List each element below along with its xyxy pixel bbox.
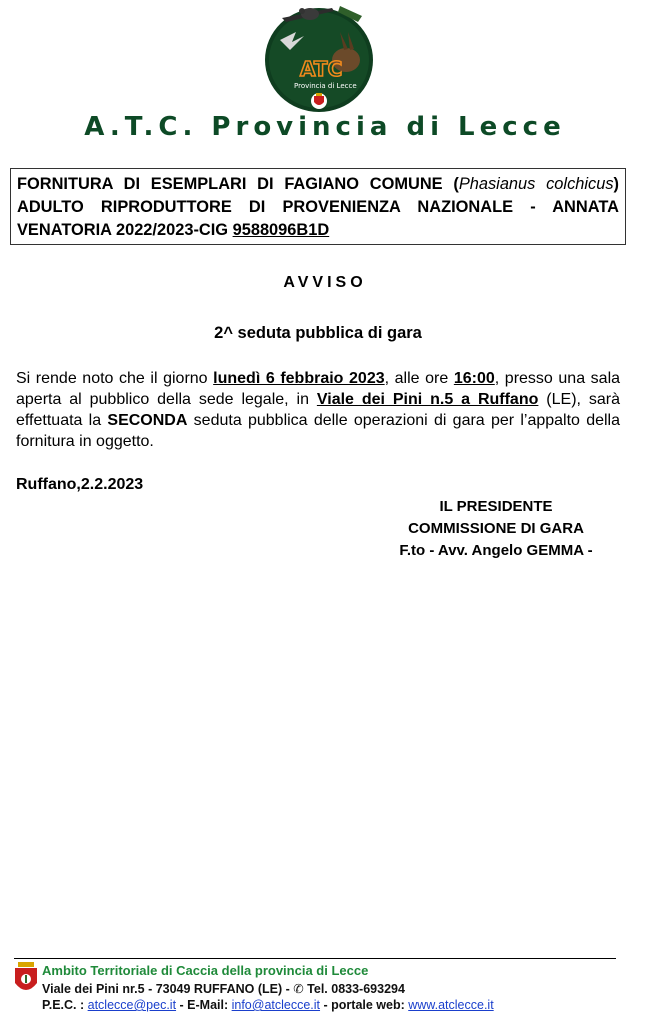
place-date: Ruffano,2.2.2023 bbox=[16, 476, 144, 493]
footer-emblem bbox=[14, 961, 38, 999]
subject-scientific-name: Phasianus colchicus bbox=[458, 175, 614, 193]
signature-name: F.to - Avv. Angelo GEMMA - bbox=[399, 542, 593, 559]
footer-pec-label: P.E.C. : bbox=[42, 998, 88, 1012]
body-text-4: (LE), sarà effettuata la bbox=[16, 391, 621, 429]
footer-org-name: Ambito Territoriale di Caccia della provincia di Lecce bbox=[42, 963, 369, 978]
footer-web-label: - portale web: bbox=[320, 998, 409, 1012]
footer-email-label: - E-Mail: bbox=[176, 998, 232, 1012]
logo-text: ATC bbox=[300, 57, 343, 81]
signature-commission: COMMISSIONE DI GARA bbox=[408, 520, 584, 537]
subject-box bbox=[10, 168, 626, 245]
signature-title: IL PRESIDENTE bbox=[439, 498, 553, 515]
province-crest-icon bbox=[14, 961, 38, 999]
subject-cig: 9588096B1D bbox=[232, 221, 330, 239]
logo-subtext: Provincia di Lecce bbox=[294, 82, 357, 90]
body-text-5: seduta pubblica delle operazioni di gara per l’appalto della fornitura in oggetto. bbox=[16, 412, 620, 450]
footer-pec-link[interactable]: atclecce@pec.it bbox=[87, 998, 177, 1012]
body-text-2: , alle ore bbox=[384, 370, 454, 387]
body-time: 16:00 bbox=[453, 370, 495, 387]
body-ordinal: SECONDA bbox=[107, 412, 188, 429]
atc-logo-icon bbox=[262, 2, 376, 114]
body-date: lunedì 6 febbraio 2023 bbox=[213, 370, 385, 387]
footer-contacts bbox=[42, 998, 494, 1012]
footer-address: Viale dei Pini nr.5 - 73049 RUFFANO (LE) - ✆ Tel. 0833-693294 bbox=[42, 982, 405, 996]
body-text-1: Si rende noto che il giorno bbox=[16, 370, 214, 387]
footer-divider bbox=[14, 958, 616, 959]
body-place: Viale dei Pini n.5 a Ruffano bbox=[316, 391, 539, 408]
subject-text bbox=[17, 173, 619, 242]
signature-block bbox=[378, 496, 614, 562]
body-text-3: , presso una sala aperta al pubblico della sede legale, in bbox=[16, 370, 621, 408]
footer-web-link[interactable]: www.atclecce.it bbox=[408, 998, 494, 1012]
notice-subheading: 2^ seduta pubblica di gara bbox=[214, 324, 422, 342]
organization-title: A.T.C. Provincia di Lecce bbox=[84, 112, 566, 142]
notice-heading: AVVISO bbox=[283, 274, 367, 291]
subject-part2: ) ADULTO RIPRODUTTORE DI PROVENIENZA NAZIONALE - ANNATA VENATORIA 2022/2023-CIG bbox=[17, 175, 619, 239]
notice-body bbox=[16, 368, 620, 452]
footer-email-link[interactable]: info@atclecce.it bbox=[231, 998, 321, 1012]
atc-logo bbox=[262, 2, 376, 114]
subject-part1: FORNITURA DI ESEMPLARI DI FAGIANO COMUNE ( bbox=[17, 175, 459, 193]
